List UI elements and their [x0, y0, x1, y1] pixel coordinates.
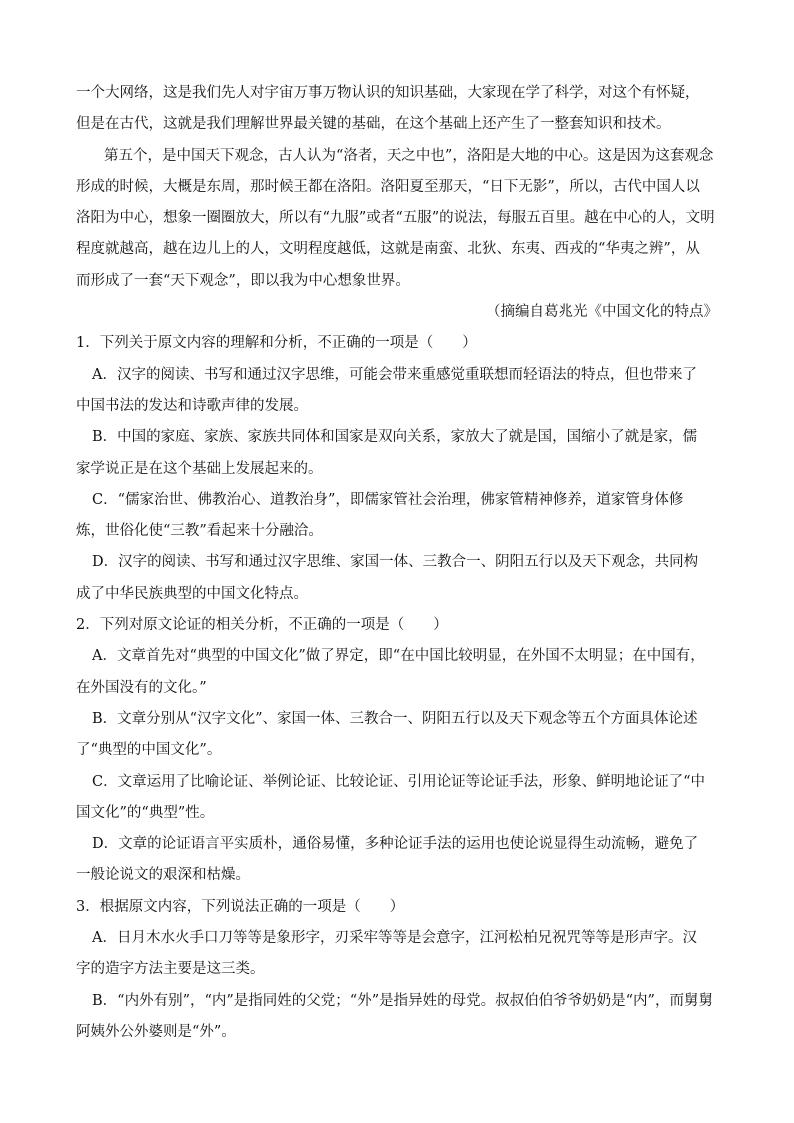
question-2-option-c-cont: 国文化”的“典型”性。: [76, 804, 215, 821]
question-1-option-a: A．汉字的阅读、书写和通过汉字思维，可能会带来重感觉重联想而轻语法的特点，但也带来了: [92, 366, 697, 383]
question-3-stem: 3．根据原文内容，下列说法正确的一项是（ ）: [76, 898, 405, 915]
question-1-option-c-cont: 炼，世俗化使“三教”看起来十分融洽。: [76, 523, 323, 540]
passage-line: 而形成了一套“天下观念”，即以我为中心想象世界。: [76, 272, 410, 289]
question-3-option-b-cont: 阿姨外公外婆则是“外”。: [76, 1023, 236, 1040]
passage-source: （摘编自葛兆光《中国文化的特点》: [486, 304, 718, 321]
question-1-option-b: B．中国的家庭、家族、家族共同体和国家是双向关系，家放大了就是国，国缩小了就是家，儒: [92, 429, 698, 446]
question-2-option-d: D．文章的论证语言平实质朴，通俗易懂，多种论证手法的运用也使论说显得生动流畅，避免了: [92, 836, 699, 853]
question-1-option-c: C．“儒家治世、佛教治心、道教治身”，即儒家管社会治理，佛家管精神修养，道家管身体修: [92, 491, 684, 508]
question-1-option-d-cont: 成了中华民族典型的中国文化特点。: [76, 585, 308, 602]
question-1-option-b-cont: 家学说正是在这个基础上发展起来的。: [76, 460, 323, 477]
question-2-option-b-cont: 了“典型的中国文化”。: [76, 742, 222, 759]
question-2-stem: 2．下列对原文论证的相关分析，不正确的一项是（ ）: [76, 617, 448, 634]
passage-line: 洛阳为中心，想象一圈圈放大，所以有“九服”或者“五服”的说法，每服五百里。越在中心的人，文明: [76, 210, 715, 227]
question-3-option-a-cont: 字的造字方法主要是这三类。: [76, 961, 265, 978]
question-3-option-a: A．日月木水火手口刀等等是象形字，刃采牢等等是会意字，江河松柏兄祝咒等等是形声字。汉: [92, 930, 697, 947]
question-2-option-a-cont: 在外国没有的文化。”: [76, 679, 207, 696]
passage-line: 形成的时候，大概是东周，那时候王都在洛阳。洛阳夏至那天，“日下无影”，所以，古代中国人以: [76, 178, 700, 195]
question-2-option-b: B．文章分别从“汉字文化”、家国一体、三教合一、阴阳五行以及天下观念等五个方面具体论述: [92, 710, 698, 727]
question-1-option-d: D．汉字的阅读、书写和通过汉字思维、家国一体、三教合一、阴阳五行以及天下观念，共同构: [92, 554, 699, 571]
question-2-option-d-cont: 一般论说文的艰深和枯燥。: [76, 867, 250, 884]
passage-line: 但是在古代，这就是我们理解世界最关键的基础，在这个基础上还产生了一整套知识和技术。: [76, 116, 671, 133]
question-1-option-a-cont: 中国书法的发达和诗歌声律的发展。: [76, 397, 308, 414]
question-2-option-a: A．文章首先对“典型的中国文化”做了界定，即“在中国比较明显，在外国不太明显；在中国有，: [92, 648, 705, 665]
question-2-option-c: C．文章运用了比喻论证、举例论证、比较论证、引用论证等论证手法，形象、鲜明地论证了“中: [92, 773, 706, 790]
passage-line: 第五个，是中国天下观念，古人认为“洛者，天之中也”，洛阳是大地的中心。这是因为这套观念: [104, 147, 714, 164]
passage-line: 一个大网络，这是我们先人对宇宙万事万物认识的知识基础，大家现在学了科学，对这个有怀疑，: [76, 85, 700, 101]
question-1-stem: 1．下列关于原文内容的理解和分析，不正确的一项是（ ）: [76, 335, 477, 352]
question-3-option-b: B．“内外有别”，“内”是指同姓的父党；“外”是指异姓的母党。叔叔伯伯爷爷奶奶是“内”，而舅舅: [92, 992, 713, 1009]
passage-line: 程度就越高，越在边儿上的人，文明程度越低，这就是南蛮、北狄、东夷、西戎的“华夷之辨”，从: [76, 241, 700, 258]
document-page: [76, 78, 718, 1048]
